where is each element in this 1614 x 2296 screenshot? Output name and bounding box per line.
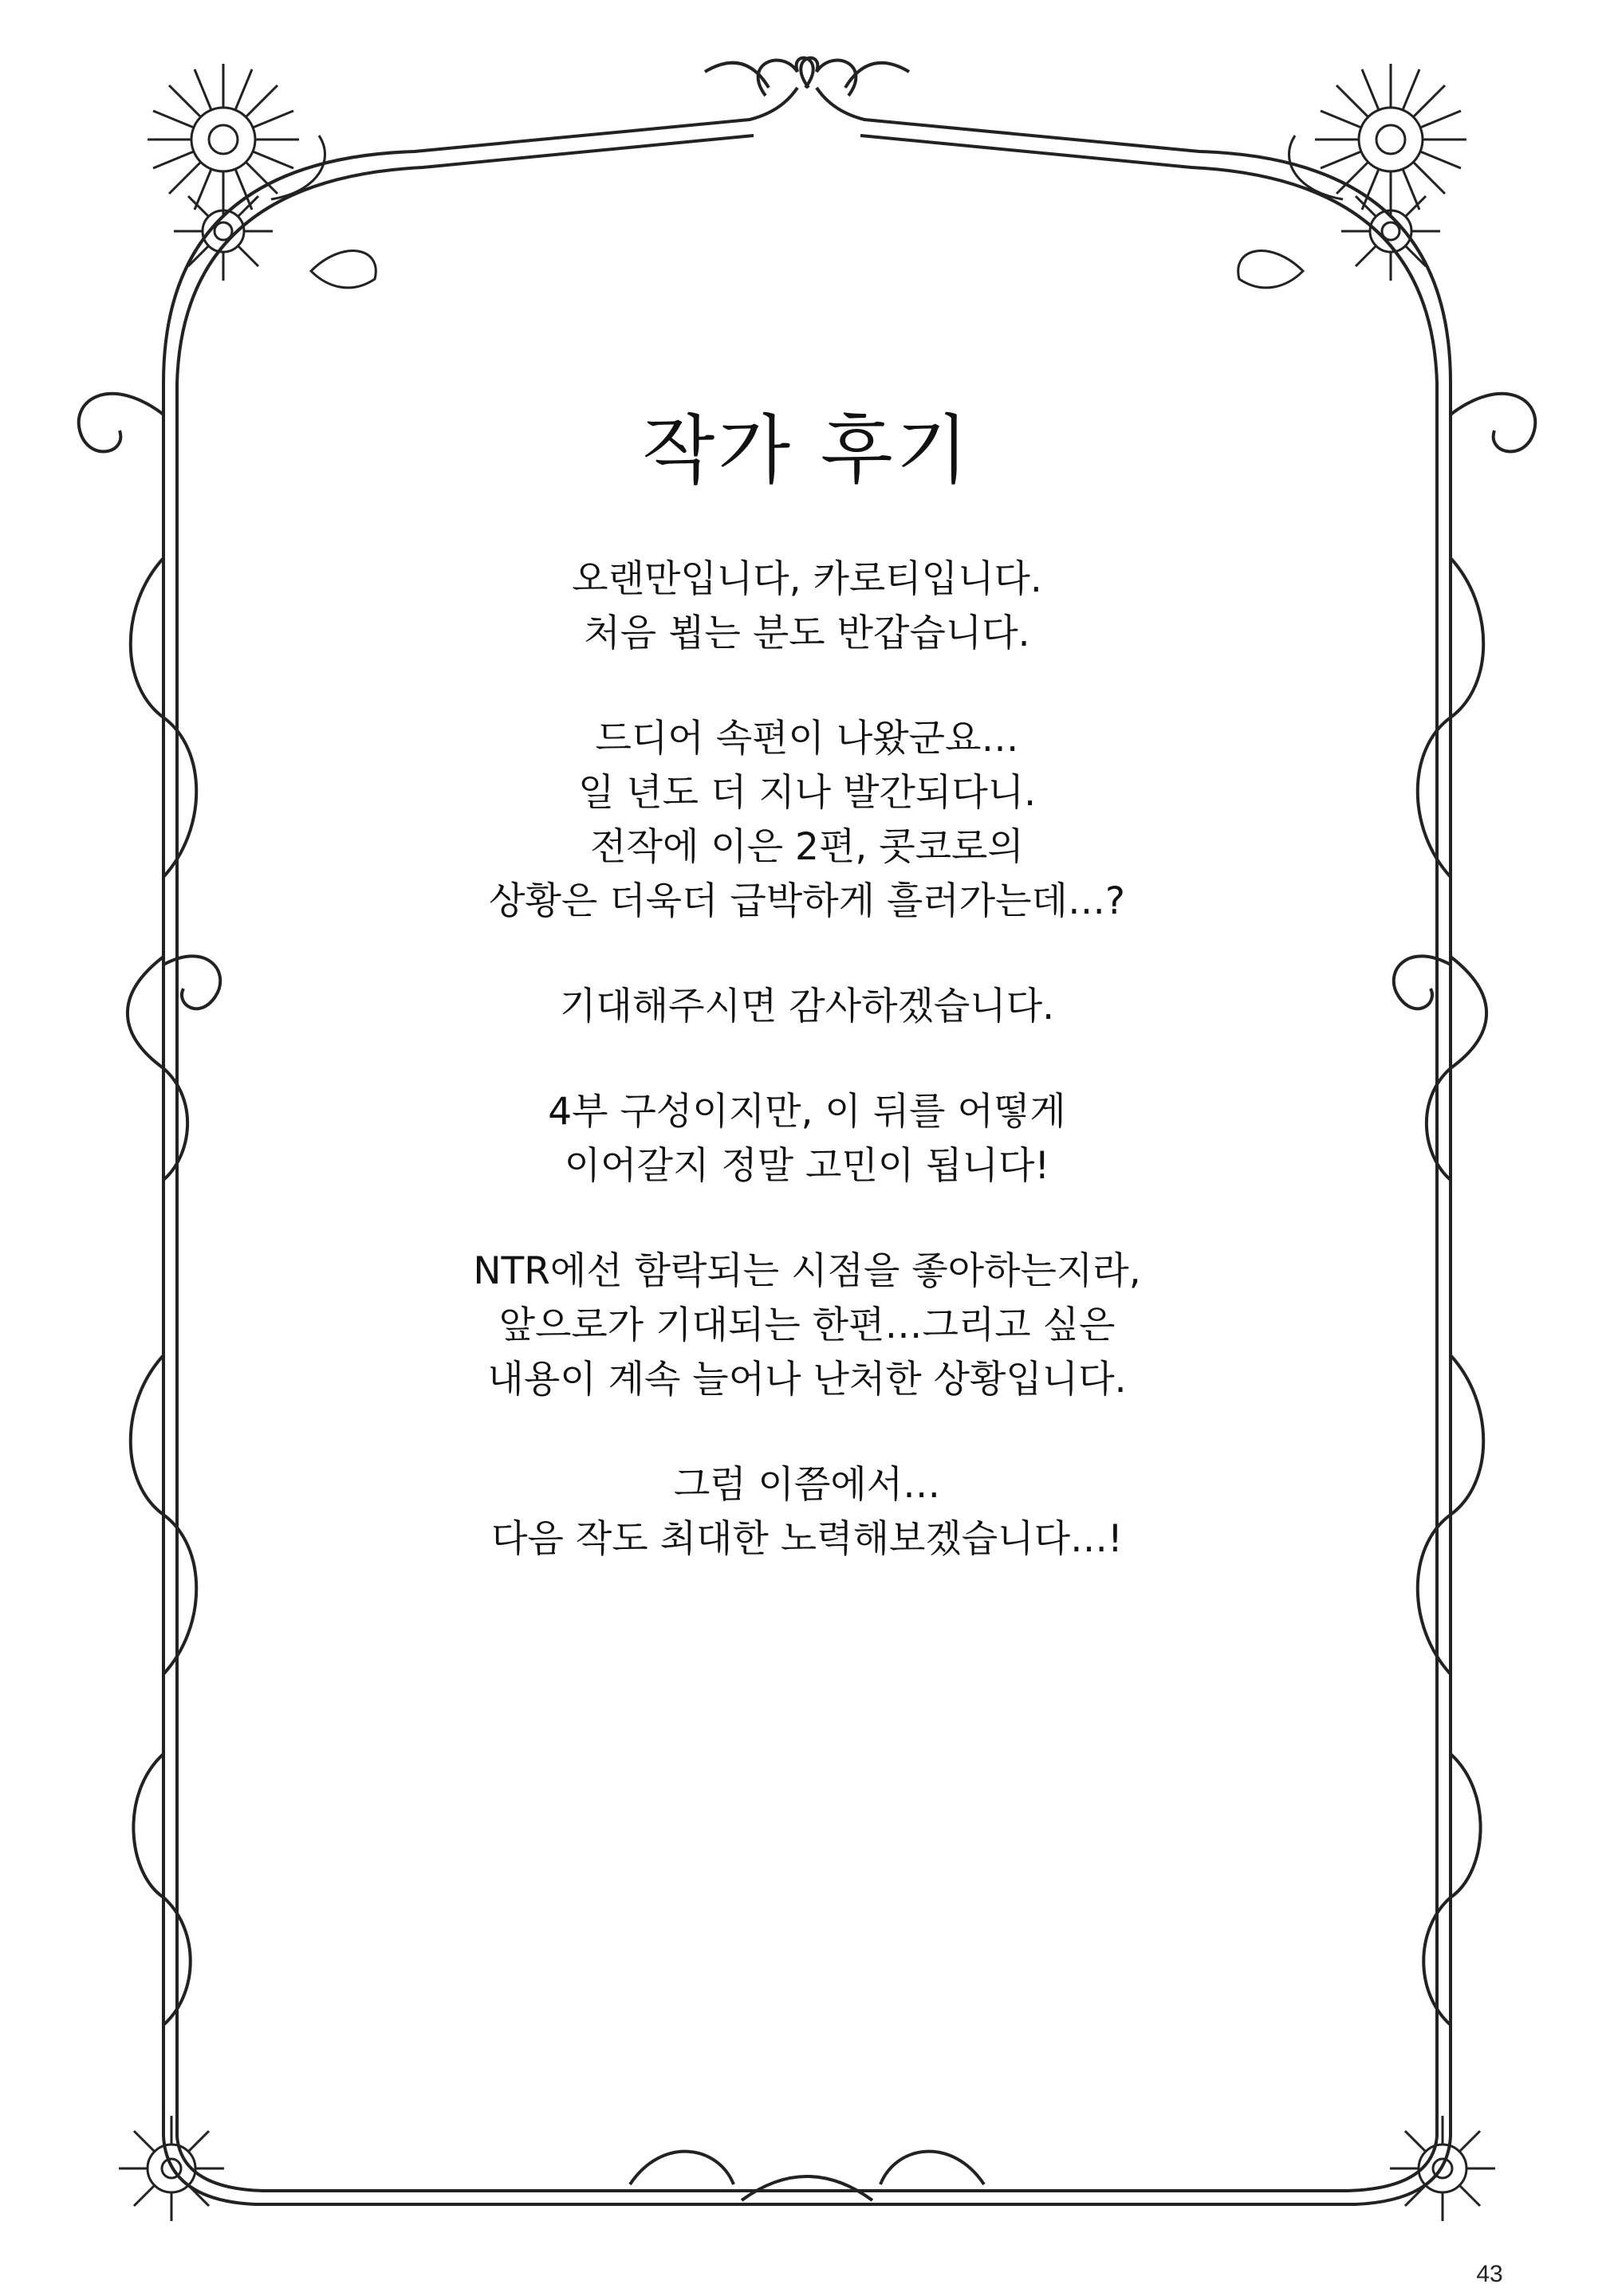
text-line: 다음 작도 최대한 노력해보겠습니다…! — [491, 1516, 1123, 1561]
paragraph-greeting — [303, 552, 1311, 661]
text-line: 이어갈지 정말 고민이 됩니다! — [564, 1143, 1050, 1188]
text-line: 드디어 속편이 나왔군요… — [595, 716, 1019, 761]
text-line: NTR에선 함락되는 시점을 좋아하는지라, — [473, 1248, 1141, 1293]
afterword-text-block — [303, 407, 1311, 1618]
paragraph-ntr — [303, 1244, 1311, 1407]
text-line: 기대해주시면 감사하겠습니다. — [559, 984, 1055, 1028]
text-line: 그럼 이쯤에서… — [673, 1462, 941, 1507]
text-line: 처음 뵙는 분도 반갑습니다. — [584, 611, 1030, 655]
text-line: 오랜만입니다, 카로티입니다. — [572, 556, 1042, 601]
text-line: 앞으로가 기대되는 한편…그리고 싶은 — [498, 1303, 1116, 1347]
text-line: 내용이 계속 늘어나 난처한 상황입니다. — [487, 1357, 1127, 1402]
page-number: 43 — [1476, 2261, 1503, 2287]
text-line: 일 년도 더 지나 발간되다니. — [577, 770, 1037, 815]
paragraph-closing — [303, 1458, 1311, 1567]
text-line: 4부 구성이지만, 이 뒤를 어떻게 — [548, 1089, 1066, 1134]
paragraph-thanks — [303, 980, 1311, 1034]
text-line: 상황은 더욱더 급박하게 흘러가는데…? — [489, 879, 1125, 923]
paragraph-sequel — [303, 712, 1311, 929]
paragraph-structure — [303, 1085, 1311, 1193]
page-title: 작가 후기 — [642, 407, 972, 494]
text-line: 전작에 이은 2편, 콧코로의 — [590, 824, 1024, 869]
